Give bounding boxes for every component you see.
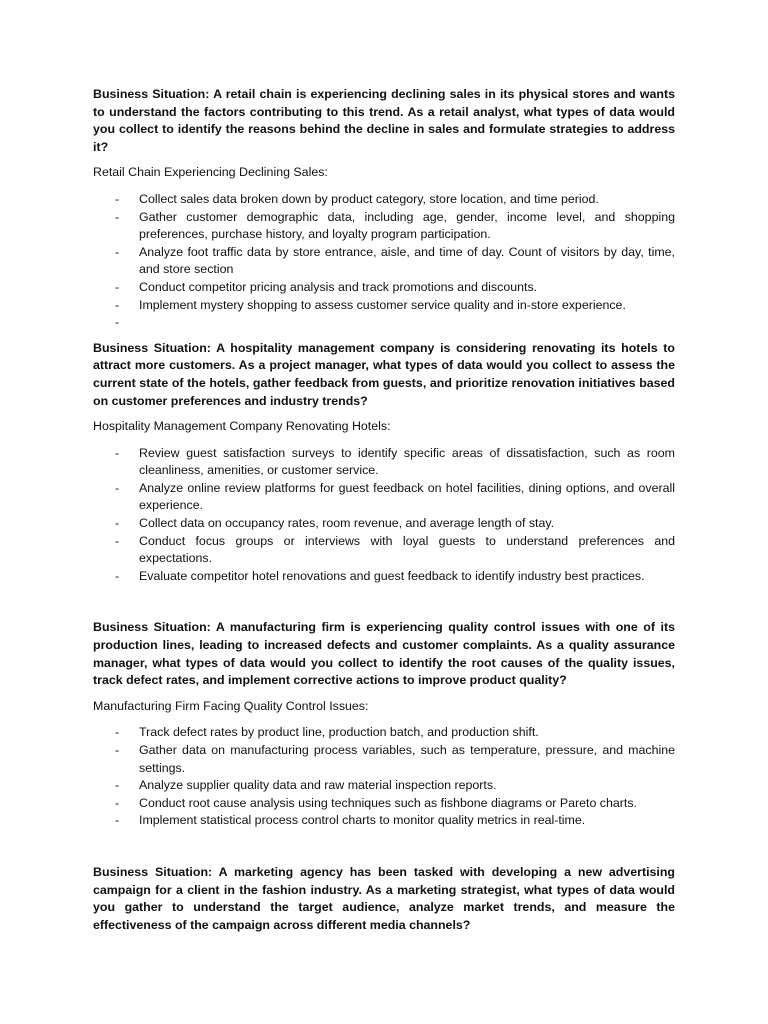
section-retail xyxy=(93,86,675,332)
list-item xyxy=(93,568,675,586)
answer-heading: Retail Chain Experiencing Declining Sales: xyxy=(93,165,328,180)
answer-heading: Hospitality Management Company Renovating Hotels: xyxy=(93,419,391,434)
list-item-text: Collect sales data broken down by product category, store location, and time period. xyxy=(139,191,599,206)
answer-heading: Manufacturing Firm Facing Quality Control Issues: xyxy=(93,698,369,713)
bullet-marker: - xyxy=(115,813,120,828)
bullet-list xyxy=(93,445,675,586)
document-body xyxy=(93,86,675,942)
list-item xyxy=(93,812,675,830)
section-marketing xyxy=(93,864,675,934)
bullet-marker: - xyxy=(115,279,120,294)
section-spacer xyxy=(93,332,675,340)
list-item xyxy=(93,533,675,568)
bullet-marker: - xyxy=(115,297,120,312)
list-item xyxy=(93,191,675,209)
section-spacer xyxy=(93,585,675,619)
list-item-text: Collect data on occupancy rates, room revenue, and average length of stay. xyxy=(139,516,555,531)
list-item-text: Conduct root cause analysis using techniques such as fishbone diagrams or Pareto charts. xyxy=(139,795,637,810)
question-paragraph: Business Situation: A marketing agency has been tasked with developing a new advertising campaign for a client in the fashion industry. As a marketing strategist, what types of data would you gather to understand the target audience, analyze market trends, and measure the effectiveness of the campaign across different media channels? xyxy=(93,864,675,932)
list-item xyxy=(93,777,675,795)
bullet-list xyxy=(93,191,675,332)
list-item-text: Analyze foot traffic data by store entrance, aisle, and time of day. Count of visitors by day, time, and store section xyxy=(139,244,675,277)
bullet-list xyxy=(93,724,675,830)
bullet-marker: - xyxy=(115,480,120,495)
list-item xyxy=(93,515,675,533)
list-item xyxy=(93,297,675,315)
question-paragraph: Business Situation: A manufacturing firm is experiencing quality control issues with one of its production lines, leading to increased defects and customer complaints. As a quality assurance manager, what types of data would you collect to identify the root causes of the quality issues, track defect rates, and implement corrective actions to improve product quality? xyxy=(93,620,675,688)
list-item-text: Conduct competitor pricing analysis and track promotions and discounts. xyxy=(139,279,538,294)
section-manufacturing xyxy=(93,619,675,830)
bullet-marker: - xyxy=(115,743,120,757)
list-item-text: Analyze online review platforms for guest feedback on hotel facilities, dining options, and overall experience. xyxy=(139,480,675,513)
bullet-marker: - xyxy=(115,445,120,460)
section-hospitality xyxy=(93,340,675,586)
list-item-text: Implement mystery shopping to assess customer service quality and in-store experience. xyxy=(139,297,626,312)
list-item-text: Review guest satisfaction surveys to identify specific areas of dissatisfaction, such as room cleanliness, amenities, or customer service. xyxy=(139,445,675,478)
list-item xyxy=(93,795,675,813)
bullet-marker: - xyxy=(115,725,120,740)
list-item-text: Evaluate competitor hotel renovations and guest feedback to identify industry best practices. xyxy=(139,568,645,583)
list-item xyxy=(93,445,675,480)
list-item xyxy=(93,244,675,279)
bullet-marker: - xyxy=(115,795,120,810)
bullet-marker: - xyxy=(115,315,120,330)
list-item xyxy=(93,724,675,742)
bullet-marker: - xyxy=(115,568,120,583)
list-item-empty xyxy=(93,314,675,332)
bullet-marker: - xyxy=(115,244,120,259)
question-paragraph: Business Situation: A hospitality management company is considering renovating its hotels to attract more customers. As a project manager, what types of data would you collect to assess the current state of the hotels, gather feedback from guests, and prioritize renovation initiatives based on customer preferences and industry trends? xyxy=(93,340,675,408)
list-item-text: Gather customer demographic data, including age, gender, income level, and shopping preferences, purchase history, and loyalty program participation. xyxy=(139,209,675,242)
list-item-text: Implement statistical process control charts to monitor quality metrics in real-time. xyxy=(139,813,586,828)
list-item-text: Conduct focus groups or interviews with loyal guests to understand preferences and expectations. xyxy=(139,533,675,566)
bullet-marker: - xyxy=(115,516,120,531)
list-item xyxy=(93,209,675,244)
list-item-text: Analyze supplier quality data and raw material inspection reports. xyxy=(139,778,497,793)
list-item xyxy=(93,480,675,515)
list-item-text xyxy=(139,315,142,329)
section-spacer xyxy=(93,830,675,864)
list-item xyxy=(93,279,675,297)
list-item xyxy=(93,742,675,777)
bullet-marker: - xyxy=(115,209,120,224)
bullet-marker: - xyxy=(115,533,120,548)
bullet-marker: - xyxy=(115,191,120,206)
bullet-marker: - xyxy=(115,778,120,793)
list-item-text: Track defect rates by product line, production batch, and production shift. xyxy=(139,725,539,740)
list-item-text: Gather data on manufacturing process variables, such as temperature, pressure, and machine settings. xyxy=(139,743,675,775)
question-paragraph: Business Situation: A retail chain is experiencing declining sales in its physical stores and wants to understand the factors contributing to this trend. As a retail analyst, what types of data would you collect to identify the reasons behind the decline in sales and formulate strategies to address it? xyxy=(93,87,675,154)
